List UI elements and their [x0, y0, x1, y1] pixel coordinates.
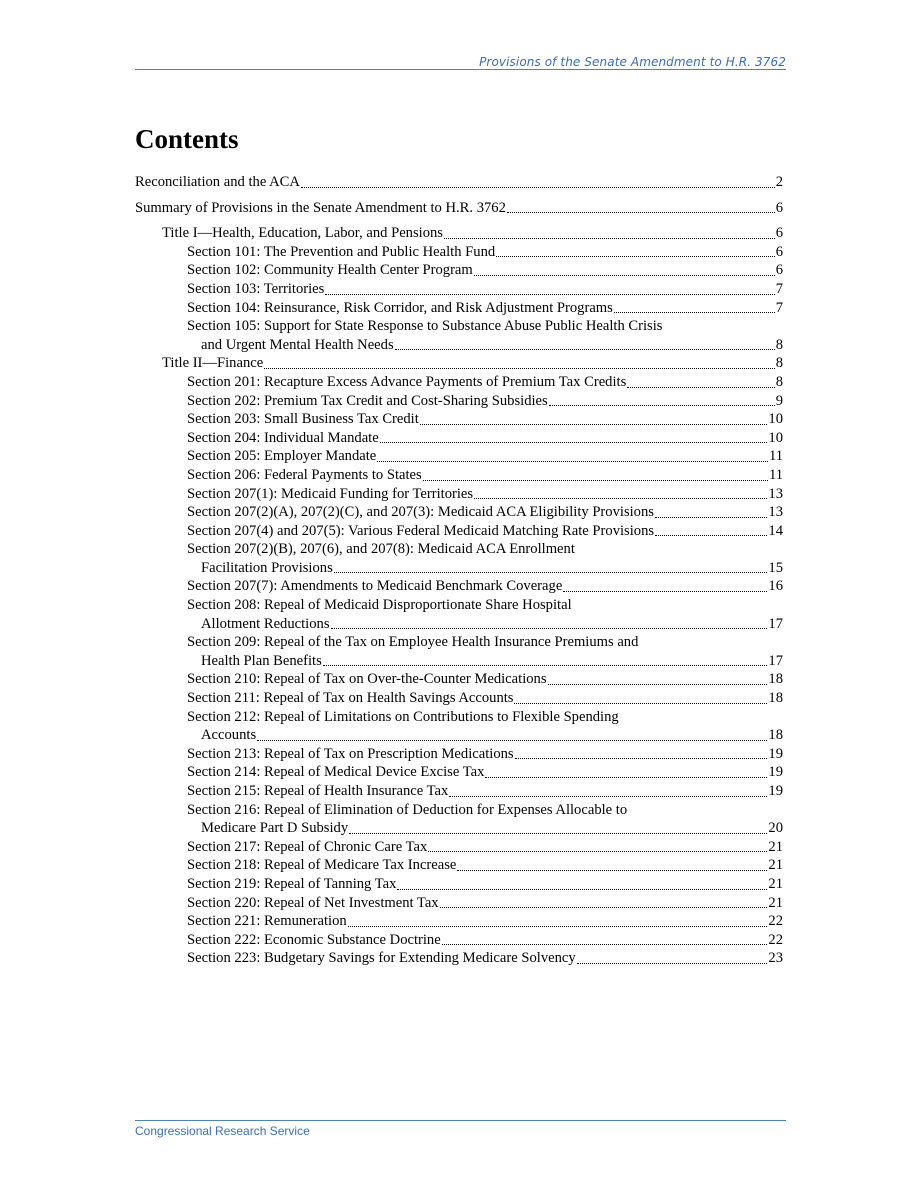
toc-page-number: 19 — [768, 783, 783, 799]
toc-entry-label[interactable]: Section 105: Support for State Response to Substance Abuse Public Health Crisis — [187, 318, 663, 335]
toc-entry[interactable] — [135, 856, 783, 875]
toc-page-number: 22 — [768, 913, 783, 930]
toc-entry-label: Section 202: Premium Tax Credit and Cost-Sharing Subsidies — [187, 392, 548, 409]
dot-leader — [334, 571, 768, 573]
dot-leader — [323, 664, 768, 666]
toc-page-number: 21 — [768, 875, 783, 892]
dot-leader — [423, 479, 768, 481]
dot-leader — [428, 850, 767, 852]
dot-leader — [257, 739, 767, 741]
dot-leader — [444, 237, 775, 239]
toc-entry[interactable] — [135, 819, 783, 838]
toc-page-number: 21 — [768, 894, 783, 911]
toc-page-number: 21 — [768, 838, 783, 855]
dot-leader — [331, 627, 768, 629]
toc-entry[interactable] — [135, 931, 783, 950]
toc-page-number: 6 — [775, 262, 783, 279]
dot-leader — [474, 274, 775, 276]
toc-entry-label: Summary of Provisions in the Senate Amendment to H.R. 3762 — [135, 199, 506, 216]
toc-entry-label: Title II—Finance — [162, 355, 264, 372]
dot-leader — [380, 441, 768, 443]
toc-entry[interactable] — [135, 670, 783, 689]
toc-entry[interactable] — [135, 949, 783, 968]
toc-entry-label: Section 217: Repeal of Chronic Care Tax — [187, 838, 428, 855]
toc-entry-label: Section 215: Repeal of Health Insurance Tax — [187, 783, 449, 799]
dot-leader — [349, 832, 767, 834]
toc-entry[interactable] — [135, 299, 783, 318]
toc-entry-label: Accounts — [201, 727, 257, 744]
toc-page-number: 18 — [768, 690, 783, 707]
toc-entry-label: Section 207(7): Amendments to Medicaid Benchmark Coverage — [187, 578, 563, 595]
dot-leader — [515, 757, 768, 759]
toc-entry-label: Section 213: Repeal of Tax on Prescription Medications — [187, 745, 514, 762]
toc-entry-label: Section 210: Repeal of Tax on Over-the-Counter Medications — [187, 671, 547, 688]
toc-entry-label: Reconciliation and the ACA — [135, 174, 300, 190]
dot-leader — [614, 311, 775, 313]
dot-leader — [395, 348, 775, 350]
toc-entry[interactable] — [135, 875, 783, 894]
footer: Congressional Research Service — [135, 1124, 310, 1138]
toc-page-number: 19 — [768, 745, 783, 762]
dot-leader — [457, 869, 767, 871]
toc-page-number: 11 — [768, 448, 783, 465]
toc-entry[interactable] — [135, 466, 783, 485]
toc-entry-label: Allotment Reductions — [201, 615, 330, 632]
toc-entry-label: Section 218: Repeal of Medicare Tax Increase — [187, 857, 457, 874]
toc-entry[interactable] — [135, 485, 783, 504]
toc-entry[interactable] — [135, 652, 783, 671]
toc-entry[interactable] — [135, 577, 783, 596]
toc-entry[interactable] — [135, 782, 783, 801]
dot-leader — [264, 367, 775, 369]
dot-leader — [548, 683, 768, 685]
toc-entry-label: Section 219: Repeal of Tanning Tax — [187, 875, 397, 892]
dot-leader — [627, 386, 774, 388]
toc-entry[interactable] — [135, 912, 783, 931]
dot-leader — [549, 404, 775, 406]
toc-entry-label: Section 102: Community Health Center Program — [187, 262, 473, 279]
toc-entry-label: Section 204: Individual Mandate — [187, 429, 379, 446]
dot-leader — [474, 497, 767, 499]
toc-page-number: 13 — [768, 504, 783, 521]
toc-page-number: 7 — [775, 299, 783, 316]
toc-title: Contents — [135, 124, 239, 154]
toc-page-number: 6 — [775, 225, 783, 242]
dot-leader — [420, 423, 768, 425]
toc-page-number: 18 — [768, 727, 783, 744]
toc-page-number: 22 — [768, 931, 783, 948]
toc-entry-label: Section 222: Economic Substance Doctrine — [187, 931, 441, 948]
toc-page-number: 20 — [768, 820, 783, 837]
dot-leader — [496, 255, 775, 257]
toc-page-number: 8 — [775, 373, 783, 390]
toc-entry[interactable] — [135, 243, 783, 262]
toc-page-number: 2 — [775, 174, 783, 190]
toc-entry[interactable] — [135, 224, 783, 243]
toc-entry-label: Section 104: Reinsurance, Risk Corridor, and Risk Adjustment Programs — [187, 299, 613, 316]
toc-page-number: 10 — [768, 429, 783, 446]
toc-entry-label[interactable]: Section 209: Repeal of the Tax on Employee Health Insurance Premiums and — [187, 634, 639, 651]
toc-entry-label: Section 221: Remuneration — [187, 913, 347, 930]
dot-leader — [397, 888, 767, 890]
toc-page-number: 13 — [768, 485, 783, 502]
toc-entry[interactable] — [135, 354, 783, 373]
toc-entry[interactable] — [135, 726, 783, 745]
toc-entry[interactable] — [135, 173, 783, 192]
toc-entry-label: Section 103: Territories — [187, 280, 325, 297]
toc-page-number: 23 — [768, 950, 783, 967]
toc-entry[interactable] — [135, 615, 783, 634]
toc-page-number: 6 — [775, 199, 783, 216]
toc-entry-label[interactable]: Section 212: Repeal of Limitations on Contributions to Flexible Spending — [187, 708, 619, 725]
toc-page-number: 11 — [768, 466, 783, 483]
toc-entry[interactable] — [135, 689, 783, 708]
toc-entry-label: Section 207(4) and 207(5): Various Federal Medicaid Matching Rate Provisions — [187, 522, 655, 539]
toc-entry-label: Section 201: Recapture Excess Advance Payments of Premium Tax Credits — [187, 373, 627, 390]
toc-entry[interactable] — [135, 336, 783, 355]
toc-entry-label: Section 211: Repeal of Tax on Health Savings Accounts — [187, 690, 514, 707]
toc-entry[interactable] — [135, 199, 783, 218]
toc-page-number: 16 — [768, 578, 783, 595]
toc-entry[interactable] — [135, 894, 783, 913]
toc-entry-label: and Urgent Mental Health Needs — [201, 336, 394, 353]
toc-page-number: 7 — [775, 280, 783, 297]
toc-entry-label: Section 223: Budgetary Savings for Extending Medicare Solvency — [187, 950, 576, 967]
dot-leader — [301, 186, 775, 188]
toc-entry-label[interactable]: Section 216: Repeal of Elimination of Deduction for Expenses Allocable to — [187, 801, 628, 818]
footer-rule — [135, 1120, 786, 1121]
toc-page-number: 21 — [768, 857, 783, 874]
toc-entry[interactable] — [135, 745, 783, 764]
dot-leader — [577, 962, 768, 964]
toc-entry-label: Title I—Health, Education, Labor, and Pensions — [162, 225, 443, 242]
dot-leader — [655, 534, 767, 536]
dot-leader — [514, 702, 767, 704]
header-rule — [135, 69, 786, 70]
toc-entry-label[interactable]: Section 207(2)(B), 207(6), and 207(8): Medicaid ACA Enrollment — [187, 541, 575, 558]
toc-page-number: 14 — [768, 522, 783, 539]
toc-page-number: 19 — [768, 764, 783, 781]
toc-entry-label: Section 101: The Prevention and Public Health Fund — [187, 243, 496, 260]
toc-page-number: 18 — [768, 671, 783, 688]
dot-leader — [325, 293, 774, 295]
toc-entry[interactable] — [135, 392, 783, 411]
toc-entry-label: Section 207(2)(A), 207(2)(C), and 207(3): Medicaid ACA Eligibility Provisions — [187, 504, 654, 521]
toc-entry[interactable] — [135, 373, 783, 392]
dot-leader — [655, 516, 767, 518]
toc-entry-label: Medicare Part D Subsidy — [201, 820, 349, 837]
table-of-contents — [135, 173, 783, 968]
toc-entry[interactable] — [135, 763, 783, 782]
dot-leader — [485, 776, 767, 778]
dot-leader — [563, 590, 767, 592]
toc-entry[interactable] — [135, 447, 783, 466]
toc-entry-label: Section 206: Federal Payments to States — [187, 466, 422, 483]
toc-entry[interactable] — [135, 522, 783, 541]
toc-entry-label[interactable]: Section 208: Repeal of Medicaid Disproportionate Share Hospital — [187, 597, 572, 614]
toc-page-number: 17 — [768, 652, 783, 669]
toc-entry-label: Section 214: Repeal of Medical Device Excise Tax — [187, 764, 485, 781]
dot-leader — [348, 925, 768, 927]
dot-leader — [442, 943, 768, 945]
toc-page-number: 10 — [768, 411, 783, 428]
toc-entry-label: Section 205: Employer Mandate — [187, 448, 377, 465]
toc-entry[interactable] — [135, 838, 783, 857]
toc-page-number: 17 — [768, 615, 783, 632]
toc-page-number: 15 — [768, 559, 783, 576]
toc-entry-label: Section 207(1): Medicaid Funding for Territories — [187, 485, 474, 502]
running-header: Provisions of the Senate Amendment to H.R. 3762 — [479, 55, 786, 69]
toc-page-number: 8 — [775, 336, 783, 353]
toc-entry-label: Section 220: Repeal of Net Investment Tax — [187, 894, 439, 911]
toc-entry[interactable] — [135, 280, 783, 299]
dot-leader — [449, 795, 767, 797]
toc-entry[interactable] — [135, 429, 783, 448]
dot-leader — [377, 460, 768, 462]
dot-leader — [507, 211, 775, 213]
toc-entry[interactable] — [135, 410, 783, 429]
toc-entry[interactable] — [135, 261, 783, 280]
toc-page-number: 6 — [775, 243, 783, 260]
toc-entry-label: Facilitation Provisions — [201, 559, 333, 576]
toc-page-number: 9 — [775, 392, 783, 409]
toc-entry-label: Health Plan Benefits — [201, 652, 322, 669]
toc-page-number: 8 — [775, 355, 783, 372]
toc-entry-label: Section 203: Small Business Tax Credit — [187, 411, 419, 428]
toc-entry[interactable] — [135, 559, 783, 578]
dot-leader — [440, 906, 768, 908]
toc-entry[interactable] — [135, 503, 783, 522]
